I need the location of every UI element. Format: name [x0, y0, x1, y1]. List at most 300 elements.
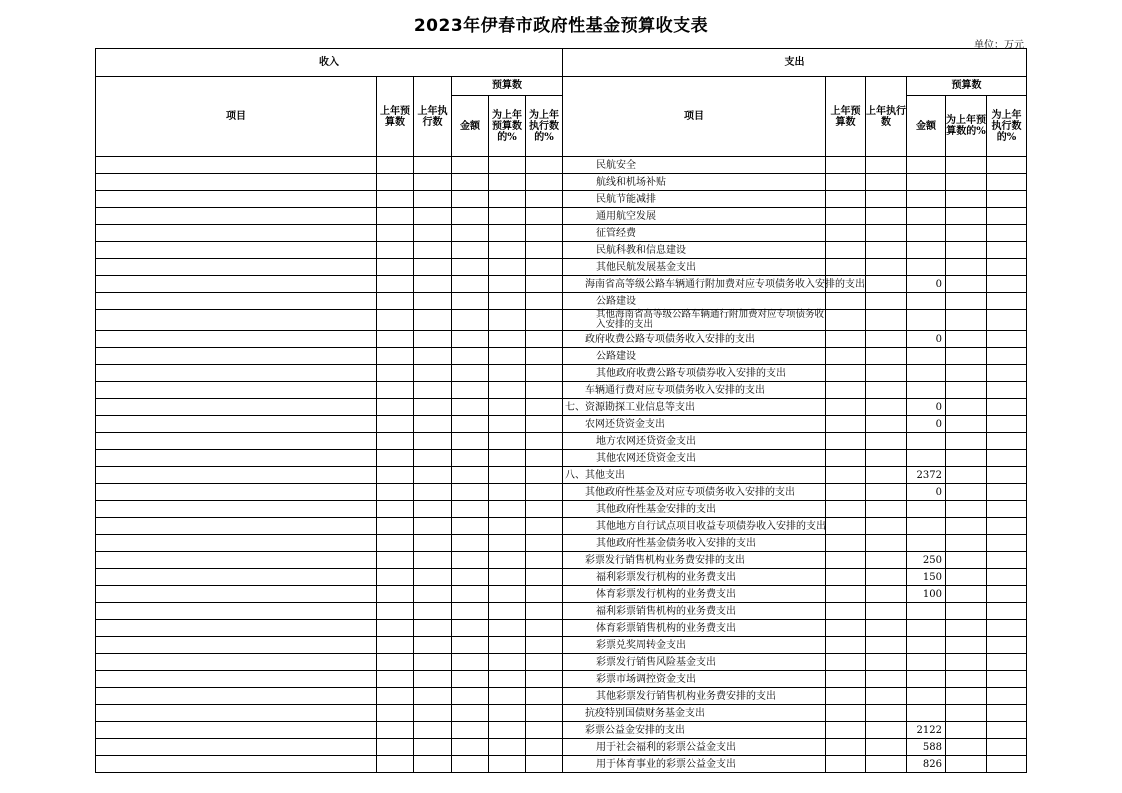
- income-cell: [414, 157, 452, 174]
- expense-item-cell: 体育彩票销售机构的业务费支出: [563, 620, 826, 637]
- expense-pct-exec-cell: [987, 671, 1027, 688]
- income-cell: [526, 174, 563, 191]
- expense-pct-exec-cell: [987, 501, 1027, 518]
- expense-prev-budget-cell: [826, 484, 866, 501]
- expense-pct-budget-cell: [946, 293, 987, 310]
- income-cell: [526, 208, 563, 225]
- expense-prev-budget-cell: [826, 174, 866, 191]
- income-cell: [414, 259, 452, 276]
- expense-prev-exec-cell: [866, 348, 907, 365]
- income-cell: [526, 603, 563, 620]
- income-cell: [96, 310, 377, 331]
- table-row: [96, 382, 1027, 399]
- income-cell: [526, 654, 563, 671]
- expense-amount-header: 金额: [907, 96, 946, 157]
- expense-pct-budget-cell: [946, 382, 987, 399]
- income-cell: [489, 569, 526, 586]
- income-cell: [96, 552, 377, 569]
- table-row: [96, 242, 1027, 259]
- expense-prev-exec-cell: [866, 467, 907, 484]
- table-row: [96, 276, 1027, 293]
- expense-prev-exec-header: 上年执行数: [866, 77, 907, 157]
- income-cell: [414, 365, 452, 382]
- income-cell: [414, 705, 452, 722]
- income-cell: [526, 450, 563, 467]
- table-row: [96, 174, 1027, 191]
- income-cell: [452, 467, 489, 484]
- table-row: [96, 756, 1027, 773]
- income-cell: [489, 654, 526, 671]
- income-cell: [96, 382, 377, 399]
- income-cell: [377, 174, 414, 191]
- expense-item-cell: 其他农网还贷资金支出: [563, 450, 826, 467]
- income-cell: [377, 484, 414, 501]
- income-cell: [452, 501, 489, 518]
- income-cell: [526, 191, 563, 208]
- expense-item-cell: 用于体育事业的彩票公益金支出: [563, 756, 826, 773]
- income-cell: [452, 208, 489, 225]
- income-cell: [96, 365, 377, 382]
- expense-item-cell: 民航科教和信息建设: [563, 242, 826, 259]
- income-cell: [96, 191, 377, 208]
- income-cell: [377, 293, 414, 310]
- income-cell: [452, 276, 489, 293]
- expense-amount-cell: [907, 603, 946, 620]
- expense-item-cell: 其他地方自行试点项目收益专项债券收入安排的支出: [563, 518, 826, 535]
- income-cell: [96, 569, 377, 586]
- income-cell: [489, 348, 526, 365]
- income-cell: [96, 225, 377, 242]
- expense-prev-budget-cell: [826, 191, 866, 208]
- income-prev-budget-header: 上年预算数: [377, 77, 414, 157]
- income-cell: [377, 310, 414, 331]
- income-cell: [96, 293, 377, 310]
- income-cell: [96, 501, 377, 518]
- expense-amount-cell: [907, 501, 946, 518]
- expense-item-cell: 公路建设: [563, 348, 826, 365]
- income-cell: [377, 518, 414, 535]
- expense-prev-budget-cell: [826, 399, 866, 416]
- income-cell: [526, 382, 563, 399]
- income-cell: [377, 242, 414, 259]
- income-cell: [489, 433, 526, 450]
- income-cell: [414, 569, 452, 586]
- income-cell: [377, 382, 414, 399]
- expense-prev-budget-cell: [826, 722, 866, 739]
- table-row: [96, 416, 1027, 433]
- income-cell: [489, 671, 526, 688]
- expense-amount-cell: [907, 174, 946, 191]
- expense-item-cell: 其他民航发展基金支出: [563, 259, 826, 276]
- income-cell: [377, 671, 414, 688]
- expense-prev-exec-cell: [866, 416, 907, 433]
- expense-pct-exec-cell: [987, 416, 1027, 433]
- expense-pct-budget-cell: [946, 518, 987, 535]
- expense-prev-budget-cell: [826, 620, 866, 637]
- expense-amount-cell: 100: [907, 586, 946, 603]
- expense-prev-exec-cell: [866, 671, 907, 688]
- income-cell: [452, 348, 489, 365]
- expense-pct-exec-cell: [987, 365, 1027, 382]
- expense-pct-exec-cell: [987, 586, 1027, 603]
- income-cell: [96, 157, 377, 174]
- expense-amount-cell: [907, 654, 946, 671]
- income-cell: [526, 552, 563, 569]
- expense-prev-budget-cell: [826, 756, 866, 773]
- income-cell: [377, 191, 414, 208]
- expense-item-cell: 抗疫特别国债财务基金支出: [563, 705, 826, 722]
- income-cell: [489, 484, 526, 501]
- income-cell: [452, 365, 489, 382]
- expense-prev-exec-cell: [866, 722, 907, 739]
- expense-amount-cell: 588: [907, 739, 946, 756]
- income-cell: [377, 259, 414, 276]
- income-cell: [414, 416, 452, 433]
- income-cell: [452, 569, 489, 586]
- income-cell: [414, 174, 452, 191]
- income-cell: [414, 654, 452, 671]
- expense-pct-budget-cell: [946, 722, 987, 739]
- expense-pct-budget-cell: [946, 174, 987, 191]
- expense-pct-budget-cell: [946, 501, 987, 518]
- income-cell: [526, 225, 563, 242]
- expense-pct-exec-cell: [987, 310, 1027, 331]
- expense-pct-budget-cell: [946, 705, 987, 722]
- expense-pct-exec-cell: [987, 191, 1027, 208]
- income-cell: [489, 416, 526, 433]
- income-cell: [452, 739, 489, 756]
- expense-prev-exec-cell: [866, 276, 907, 293]
- table-row: [96, 569, 1027, 586]
- table-row: [96, 518, 1027, 535]
- income-cell: [489, 208, 526, 225]
- income-cell: [414, 208, 452, 225]
- income-cell: [452, 620, 489, 637]
- income-cell: [452, 259, 489, 276]
- table-row: [96, 620, 1027, 637]
- expense-amount-cell: [907, 225, 946, 242]
- expense-pct-budget-cell: [946, 603, 987, 620]
- income-amount-header: 金额: [452, 96, 489, 157]
- income-cell: [526, 259, 563, 276]
- income-cell: [414, 467, 452, 484]
- table-row: [96, 705, 1027, 722]
- income-cell: [489, 191, 526, 208]
- table-row: [96, 157, 1027, 174]
- expense-pct-exec-cell: [987, 331, 1027, 348]
- income-cell: [526, 705, 563, 722]
- expense-pct-exec-cell: [987, 552, 1027, 569]
- table-row: [96, 501, 1027, 518]
- income-cell: [489, 293, 526, 310]
- income-cell: [489, 331, 526, 348]
- table-row: [96, 450, 1027, 467]
- table-row: [96, 293, 1027, 310]
- income-cell: [96, 242, 377, 259]
- expense-amount-cell: 150: [907, 569, 946, 586]
- expense-prev-budget-cell: [826, 518, 866, 535]
- expense-item-cell: 八、其他支出: [563, 467, 826, 484]
- income-cell: [377, 552, 414, 569]
- expense-amount-cell: 0: [907, 331, 946, 348]
- expense-prev-budget-cell: [826, 739, 866, 756]
- expense-prev-exec-cell: [866, 331, 907, 348]
- income-cell: [377, 348, 414, 365]
- expense-item-cell: 民航安全: [563, 157, 826, 174]
- expense-amount-cell: 0: [907, 276, 946, 293]
- expense-amount-cell: [907, 518, 946, 535]
- expense-prev-exec-cell: [866, 756, 907, 773]
- income-cell: [452, 310, 489, 331]
- expense-item-cell: 公路建设: [563, 293, 826, 310]
- expense-item-cell: 福利彩票销售机构的业务费支出: [563, 603, 826, 620]
- income-cell: [414, 739, 452, 756]
- expense-prev-budget-header: 上年预算数: [826, 77, 866, 157]
- expense-prev-exec-cell: [866, 688, 907, 705]
- expense-prev-budget-cell: [826, 467, 866, 484]
- expense-pct-budget-cell: [946, 569, 987, 586]
- income-cell: [377, 569, 414, 586]
- expense-pct-exec-cell: [987, 399, 1027, 416]
- table-row: [96, 739, 1027, 756]
- income-cell: [414, 620, 452, 637]
- income-cell: [452, 450, 489, 467]
- income-cell: [489, 722, 526, 739]
- income-cell: [96, 348, 377, 365]
- expense-prev-budget-cell: [826, 569, 866, 586]
- expense-pct-budget-cell: [946, 586, 987, 603]
- expense-item-cell: 地方农网还贷资金支出: [563, 433, 826, 450]
- income-cell: [414, 671, 452, 688]
- expense-budget-header: 预算数: [907, 77, 1027, 96]
- table-row: [96, 331, 1027, 348]
- income-cell: [377, 501, 414, 518]
- income-cell: [414, 501, 452, 518]
- income-cell: [489, 382, 526, 399]
- income-cell: [414, 722, 452, 739]
- expense-item-cell: 其他彩票发行销售机构业务费安排的支出: [563, 688, 826, 705]
- expense-pct-exec-cell: [987, 467, 1027, 484]
- expense-pct-exec-cell: [987, 756, 1027, 773]
- expense-pct-exec-cell: [987, 484, 1027, 501]
- income-cell: [377, 756, 414, 773]
- expense-item-cell: 彩票公益金安排的支出: [563, 722, 826, 739]
- expense-pct-exec-cell: [987, 654, 1027, 671]
- expense-amount-cell: [907, 157, 946, 174]
- expense-item-cell: 其他政府性基金安排的支出: [563, 501, 826, 518]
- expense-item-cell: 七、资源勘探工业信息等支出: [563, 399, 826, 416]
- income-cell: [414, 433, 452, 450]
- expense-pct-budget-cell: [946, 552, 987, 569]
- income-cell: [452, 242, 489, 259]
- income-cell: [377, 535, 414, 552]
- table-row: [96, 433, 1027, 450]
- expense-pct-budget-cell: [946, 331, 987, 348]
- income-cell: [414, 552, 452, 569]
- expense-prev-budget-cell: [826, 259, 866, 276]
- expense-amount-cell: [907, 705, 946, 722]
- income-cell: [526, 739, 563, 756]
- income-cell: [414, 586, 452, 603]
- income-cell: [489, 552, 526, 569]
- income-cell: [414, 310, 452, 331]
- income-cell: [96, 416, 377, 433]
- income-cell: [96, 603, 377, 620]
- expense-pct-exec-cell: [987, 433, 1027, 450]
- expense-item-cell: 农网还贷资金支出: [563, 416, 826, 433]
- budget-table: [95, 48, 1027, 773]
- expense-prev-exec-cell: [866, 552, 907, 569]
- income-cell: [96, 433, 377, 450]
- table-row: [96, 654, 1027, 671]
- income-cell: [489, 276, 526, 293]
- expense-pct-exec-cell: [987, 518, 1027, 535]
- expense-amount-cell: [907, 242, 946, 259]
- table-row: [96, 722, 1027, 739]
- income-cell: [452, 603, 489, 620]
- expense-item-cell: 其他政府收费公路专项债券收入安排的支出: [563, 365, 826, 382]
- expense-amount-cell: [907, 450, 946, 467]
- income-cell: [452, 518, 489, 535]
- income-cell: [526, 688, 563, 705]
- income-cell: [526, 276, 563, 293]
- income-cell: [414, 191, 452, 208]
- income-cell: [526, 348, 563, 365]
- expense-prev-exec-cell: [866, 157, 907, 174]
- income-cell: [489, 399, 526, 416]
- table-row: [96, 310, 1027, 331]
- income-cell: [377, 637, 414, 654]
- income-cell: [96, 331, 377, 348]
- income-cell: [489, 450, 526, 467]
- income-cell: [377, 225, 414, 242]
- income-cell: [96, 705, 377, 722]
- expense-prev-budget-cell: [826, 157, 866, 174]
- income-cell: [377, 739, 414, 756]
- income-cell: [489, 620, 526, 637]
- income-cell: [96, 399, 377, 416]
- income-cell: [414, 276, 452, 293]
- expense-prev-budget-cell: [826, 688, 866, 705]
- expense-item-cell: 彩票市场调控资金支出: [563, 671, 826, 688]
- expense-prev-budget-cell: [826, 637, 866, 654]
- income-cell: [489, 688, 526, 705]
- income-cell: [526, 586, 563, 603]
- expense-item-cell: 彩票发行销售风险基金支出: [563, 654, 826, 671]
- income-cell: [414, 756, 452, 773]
- income-cell: [452, 225, 489, 242]
- expense-pct-budget-cell: [946, 637, 987, 654]
- income-cell: [526, 569, 563, 586]
- expense-pct-budget-cell: [946, 688, 987, 705]
- income-cell: [526, 671, 563, 688]
- income-cell: [414, 331, 452, 348]
- table-row: [96, 671, 1027, 688]
- income-cell: [96, 722, 377, 739]
- expense-pct-budget-cell: [946, 310, 987, 331]
- expense-amount-cell: [907, 310, 946, 331]
- expense-item-cell: 海南省高等级公路车辆通行附加费对应专项债务收入安排的支出: [563, 276, 826, 293]
- income-cell: [452, 191, 489, 208]
- income-cell: [489, 365, 526, 382]
- income-cell: [489, 310, 526, 331]
- expense-pct-exec-cell: [987, 569, 1027, 586]
- expense-prev-budget-cell: [826, 671, 866, 688]
- income-cell: [489, 603, 526, 620]
- expense-prev-exec-cell: [866, 637, 907, 654]
- expense-pct-exec-cell: [987, 348, 1027, 365]
- income-cell: [377, 586, 414, 603]
- income-cell: [452, 637, 489, 654]
- income-cell: [96, 586, 377, 603]
- expense-pct-budget-cell: [946, 484, 987, 501]
- expense-prev-budget-cell: [826, 225, 866, 242]
- expense-pct-budget-cell: [946, 620, 987, 637]
- table-row: [96, 225, 1027, 242]
- page-title: 2023年伊春市政府性基金预算收支表: [413, 16, 709, 36]
- table-row: [96, 348, 1027, 365]
- expense-prev-budget-cell: [826, 450, 866, 467]
- income-cell: [526, 331, 563, 348]
- income-cell: [452, 552, 489, 569]
- expense-pct-budget-cell: [946, 348, 987, 365]
- expense-amount-cell: 0: [907, 416, 946, 433]
- expense-amount-cell: [907, 293, 946, 310]
- income-cell: [414, 225, 452, 242]
- expense-prev-exec-cell: [866, 208, 907, 225]
- expense-prev-exec-cell: [866, 365, 907, 382]
- expense-pct-exec-cell: [987, 225, 1027, 242]
- income-cell: [526, 416, 563, 433]
- income-cell: [414, 484, 452, 501]
- income-cell: [414, 637, 452, 654]
- expense-pct-budget-cell: [946, 467, 987, 484]
- income-cell: [96, 654, 377, 671]
- expense-pct-budget-cell: [946, 365, 987, 382]
- income-cell: [452, 722, 489, 739]
- income-cell: [414, 603, 452, 620]
- income-cell: [414, 688, 452, 705]
- income-cell: [526, 756, 563, 773]
- expense-pct-exec-cell: [987, 637, 1027, 654]
- expense-pct-exec-cell: [987, 450, 1027, 467]
- expense-pct-budget-cell: [946, 191, 987, 208]
- income-cell: [377, 416, 414, 433]
- expense-prev-budget-cell: [826, 433, 866, 450]
- expense-amount-cell: [907, 688, 946, 705]
- income-cell: [414, 242, 452, 259]
- table-row: [96, 467, 1027, 484]
- income-cell: [452, 484, 489, 501]
- income-cell: [414, 399, 452, 416]
- expense-pct-budget-cell: [946, 433, 987, 450]
- expense-prev-exec-cell: [866, 225, 907, 242]
- expense-prev-exec-cell: [866, 484, 907, 501]
- expense-pct-exec-cell: [987, 620, 1027, 637]
- expense-pct-budget-cell: [946, 259, 987, 276]
- expense-item-cell: 彩票发行销售机构业务费安排的支出: [563, 552, 826, 569]
- expense-prev-budget-cell: [826, 331, 866, 348]
- expense-prev-budget-cell: [826, 382, 866, 399]
- expense-amount-cell: [907, 191, 946, 208]
- income-cell: [96, 467, 377, 484]
- table-row: [96, 365, 1027, 382]
- expense-amount-cell: [907, 348, 946, 365]
- income-cell: [526, 365, 563, 382]
- expense-item-cell: 通用航空发展: [563, 208, 826, 225]
- expense-prev-exec-cell: [866, 433, 907, 450]
- income-cell: [452, 535, 489, 552]
